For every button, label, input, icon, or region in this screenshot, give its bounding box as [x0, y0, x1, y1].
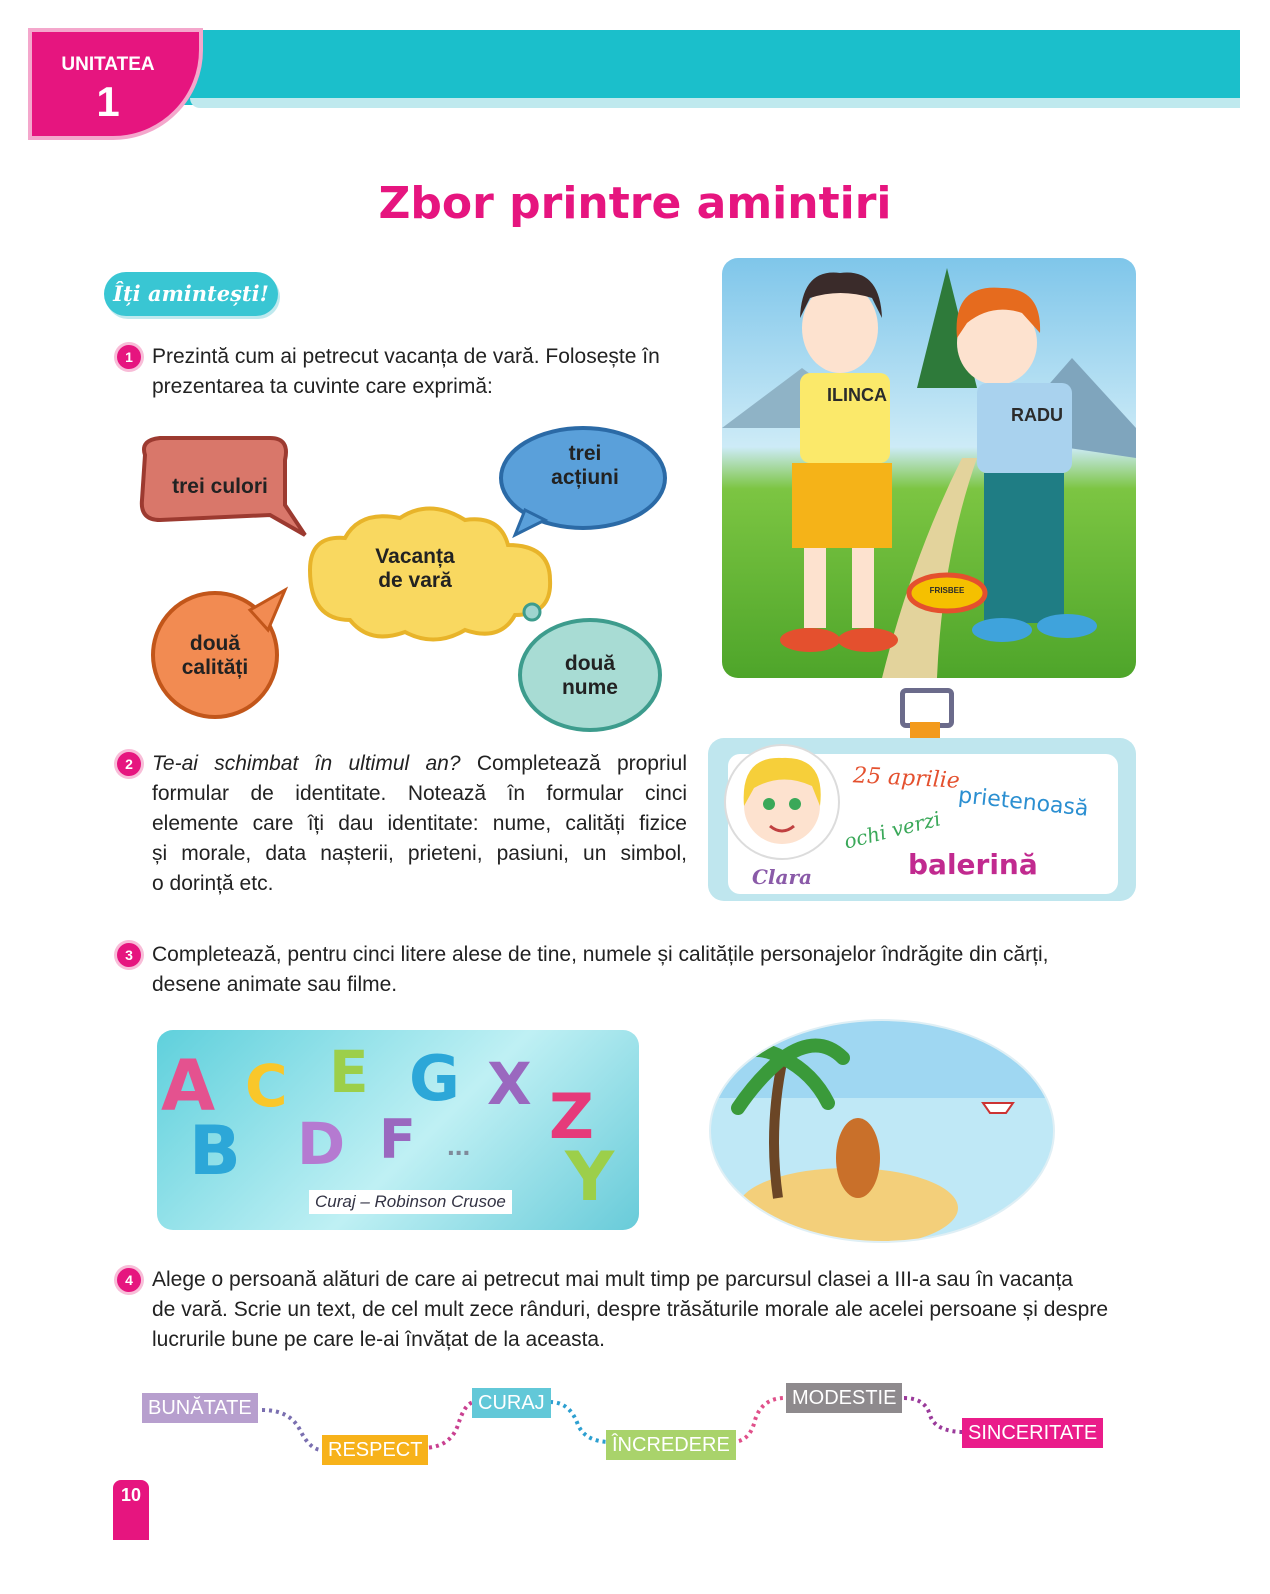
id-card — [708, 738, 1136, 901]
value-label: ÎNCREDERE — [612, 1434, 730, 1456]
header-band-shadow — [190, 98, 1240, 108]
exercise-2-line — [152, 749, 687, 779]
chain-link — [904, 1398, 965, 1432]
bubble-center-text — [335, 545, 495, 593]
girl-shorts — [792, 463, 892, 548]
bubble-actions-text — [505, 442, 665, 490]
unit-number: 1 — [96, 78, 120, 125]
bubble-colors-text: trei culori — [172, 475, 268, 498]
page-title: Zbor printre amintiri — [378, 178, 892, 229]
boy-shirt — [977, 383, 1072, 473]
exercise-3-line: desene animate sau filme. — [152, 973, 398, 996]
letter-z: Z — [549, 1080, 594, 1153]
clara-eye — [763, 798, 775, 810]
girl-leg — [852, 548, 874, 628]
sky-shape — [708, 1018, 1056, 1108]
bubble-names-line: nume — [561, 676, 618, 699]
bubble-actions-line: acțiuni — [551, 466, 619, 489]
value-respect — [322, 1435, 428, 1465]
page-number: 10 — [113, 1480, 149, 1540]
exercise-4-line: Alege o persoană alături de care ai petrecut mai mult timp pe parcursul clasei a III-a sau în vacanța — [152, 1268, 1073, 1291]
letters-ellipsis: ... — [447, 1130, 471, 1161]
exercise-number-4: 4 — [117, 1268, 141, 1292]
exercise-2-question: Te-ai schimbat în ultimul an? — [152, 752, 461, 775]
remember-badge: Îți amintești! — [104, 272, 278, 316]
castaway-figure — [836, 1118, 880, 1198]
exercise-2-rest: Completează propriul — [460, 752, 687, 775]
exercise-4-line: de vară. Scrie un text, de cel mult zece rânduri, despre trăsăturile morale ale acelei persoane și despre — [152, 1298, 1108, 1321]
bubble-names-line: două — [564, 652, 616, 675]
letter-f: F — [379, 1108, 416, 1171]
id-card-trait-eyes: ochi verzi — [841, 806, 943, 854]
boy-shoe — [1037, 614, 1097, 638]
chain-link — [732, 1398, 785, 1442]
letter-g: G — [409, 1042, 460, 1115]
exercise-1-line: prezentarea ta cuvinte care exprimă: — [152, 375, 493, 398]
id-card-date: 25 aprilie — [852, 763, 961, 794]
island-illustration — [708, 1018, 1056, 1244]
avatar — [724, 744, 840, 860]
id-card-hobby: balerină — [908, 848, 1038, 881]
bubble-actions-line: trei — [568, 442, 602, 465]
id-card-trait-friendly: prietenoasă — [957, 783, 1090, 822]
chain-link — [262, 1410, 322, 1450]
boy-shoe — [972, 618, 1032, 642]
exercise-2-line: elemente care îți dau identitate: nume, calități fizice — [152, 812, 687, 835]
bubble-center-line: Vacanța — [375, 545, 455, 568]
exercise-3-text — [152, 940, 1142, 1000]
exercise-2-line: formular de identitate. Notează în formular cinci — [152, 782, 687, 805]
bubble-qualities-text — [135, 632, 295, 680]
exercise-number-2: 2 — [117, 752, 141, 776]
exercise-3-line: Completează, pentru cinci litere alese de tine, numele și calitățile personajelor îndrăgite din cărți, — [152, 943, 1049, 966]
bubble-names-text — [510, 652, 670, 700]
letter-d: D — [297, 1110, 346, 1178]
chain-link — [550, 1402, 610, 1442]
letter-b: B — [189, 1112, 241, 1191]
boy-shirt-label: RADU — [1011, 405, 1063, 425]
girl-shoe — [780, 628, 840, 652]
value-modesty — [786, 1383, 902, 1413]
letter-y: Y — [565, 1138, 615, 1217]
girl-shirt-label: ILINCA — [827, 385, 887, 405]
letter-a: A — [161, 1045, 216, 1127]
letters-example: Curaj – Robinson Crusoe — [309, 1190, 512, 1214]
girl-shoe — [838, 628, 898, 652]
clara-eye — [789, 798, 801, 810]
exercise-number-3: 3 — [117, 943, 141, 967]
unit-label: UNITATEA — [61, 54, 155, 75]
header-band — [140, 30, 1240, 105]
exercise-4-line: lucrurile bune pe care le-ai învățat de la aceasta. — [152, 1328, 605, 1351]
value-sincerity — [962, 1418, 1103, 1448]
value-label: MODESTIE — [792, 1387, 897, 1409]
letter-e: E — [329, 1038, 369, 1106]
bubble-dot — [524, 604, 540, 620]
exercise-2-line: și morale, data nașterii, prieteni, pasiuni, un simbol, — [152, 842, 687, 865]
value-courage — [472, 1388, 551, 1418]
bubble-center-line: de vară — [378, 569, 452, 592]
clara-portrait — [726, 746, 838, 858]
letters-card — [157, 1030, 639, 1230]
letter-c: C — [245, 1052, 288, 1120]
girl-leg — [804, 548, 826, 628]
exercise-number-1: 1 — [117, 345, 141, 369]
meadow-scene — [722, 258, 1136, 678]
chain-link — [422, 1402, 475, 1448]
id-card-name: Clara — [752, 865, 812, 889]
letter-x: X — [487, 1050, 532, 1118]
exercise-2-text — [152, 749, 687, 899]
value-kindness — [142, 1393, 258, 1423]
kids-illustration — [722, 258, 1136, 678]
value-label: BUNĂTATE — [148, 1397, 252, 1419]
bubble-qualities-line: două — [189, 632, 241, 655]
boy-pants — [984, 473, 1064, 623]
bubble-qualities-line: calități — [181, 656, 249, 679]
exercise-4-text — [152, 1265, 1142, 1355]
path-shape — [882, 458, 977, 678]
value-label: SINCERITATE — [968, 1422, 1098, 1444]
exercise-1-text — [152, 342, 702, 402]
value-label: CURAJ — [478, 1392, 545, 1414]
value-confidence — [606, 1430, 736, 1460]
exercise-2-line: o dorință etc. — [152, 872, 274, 895]
exercise-1-line: Prezintă cum ai petrecut vacanța de vară. Folosește în — [152, 345, 660, 368]
frisbee-label: FRISBEE — [929, 586, 965, 595]
value-label: RESPECT — [328, 1439, 423, 1461]
